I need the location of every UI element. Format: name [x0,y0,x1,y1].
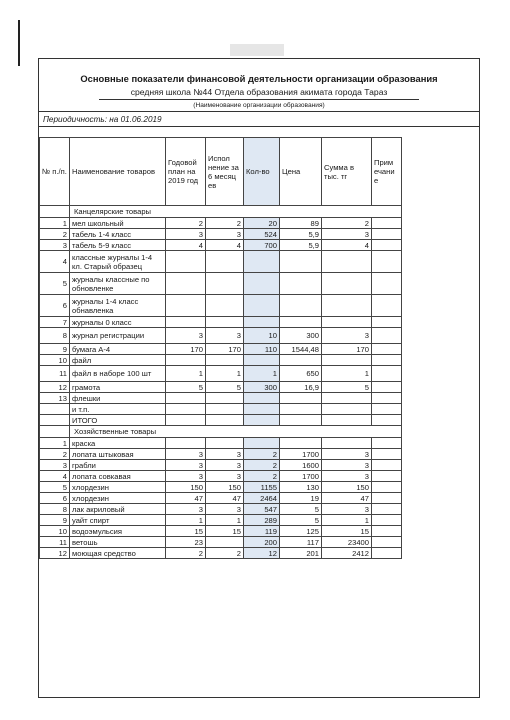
scan-artifact-mark [18,20,20,66]
cell-num: 12 [40,382,70,393]
cell-sum: 3 [322,229,372,240]
cell-price [280,355,322,366]
cell-name: лак акриловый [70,504,166,515]
cell-note [372,460,402,471]
cell-num [40,404,70,415]
cell-exec: 2 [206,218,244,229]
cell-sum: 3 [322,328,372,344]
cell-num: 9 [40,515,70,526]
table-row [40,526,480,537]
cell-sum: 15 [322,526,372,537]
cell-plan: 3 [166,471,206,482]
table-row [40,295,480,317]
cell-plan [166,404,206,415]
cell-sum: 3 [322,460,372,471]
cell-exec: 150 [206,482,244,493]
divider [99,99,419,100]
cell-plan: 3 [166,229,206,240]
cell-exec [206,317,244,328]
cell-num: 8 [40,504,70,515]
cell-num: 11 [40,537,70,548]
cell-num: 12 [40,548,70,559]
cell-sum [322,415,372,426]
cell-sum [322,404,372,415]
table-margin [402,537,480,548]
table-margin [402,482,480,493]
cell-exec: 3 [206,471,244,482]
cell-plan: 3 [166,328,206,344]
cell-qty [244,295,280,317]
cell-plan [166,355,206,366]
cell-exec [206,295,244,317]
cell-plan: 5 [166,382,206,393]
cell-note [372,366,402,382]
table-margin [402,218,480,229]
col-header-sum: Сумма в тыс. тг [322,138,372,206]
cell-name: краска [70,438,166,449]
cell-price: 125 [280,526,322,537]
cell-exec: 170 [206,344,244,355]
cell-plan [166,438,206,449]
cell-exec: 3 [206,460,244,471]
cell-exec [206,273,244,295]
cell-num: 5 [40,482,70,493]
financial-table [39,137,480,559]
cell-note [372,493,402,504]
table-margin [402,460,480,471]
cell-plan [166,273,206,295]
cell-note [372,415,402,426]
cell-qty [244,355,280,366]
cell-qty: 2 [244,471,280,482]
cell-sum [322,393,372,404]
cell-name: журналы 1-4 класс обнавленка [70,295,166,317]
organization-caption: (Наименование организации образования) [193,102,325,109]
cell-num: 1 [40,438,70,449]
cell-sum: 2412 [322,548,372,559]
cell-name: ИТОГО [70,415,166,426]
cell-exec [206,537,244,548]
table-row [40,328,480,344]
cell-note [372,273,402,295]
cell-sum: 23400 [322,537,372,548]
table-margin [402,393,480,404]
table-row [40,273,480,295]
cell-name: хлордезин [70,493,166,504]
cell-qty: 547 [244,504,280,515]
cell-sum: 1 [322,366,372,382]
cell-exec: 2 [206,548,244,559]
table-margin [402,317,480,328]
cell-exec: 3 [206,229,244,240]
cell-note [372,393,402,404]
cell-name: грамота [70,382,166,393]
cell-price [280,251,322,273]
organization-name: средняя школа №44 Отдела образования акимата города Тараз [130,87,388,97]
cell-note [372,355,402,366]
cell-name: файл [70,355,166,366]
scan-artifact-smudge [230,44,284,56]
table-row [40,393,480,404]
cell-plan: 2 [166,548,206,559]
cell-exec: 47 [206,493,244,504]
cell-qty [244,438,280,449]
cell-qty [244,415,280,426]
cell-price: 19 [280,493,322,504]
table-margin [402,526,480,537]
cell-qty [244,317,280,328]
table-row [40,404,480,415]
table-row [40,344,480,355]
cell-name: мел школьный [70,218,166,229]
table-margin [402,504,480,515]
cell-sum [322,295,372,317]
cell-name: ветошь [70,537,166,548]
cell-price: 650 [280,366,322,382]
cell-exec: 1 [206,515,244,526]
table-row [40,515,480,526]
cell-num: 3 [40,240,70,251]
table-margin [402,426,480,438]
cell-sum: 170 [322,344,372,355]
table-row [40,366,480,382]
col-header-num: № п./п. [40,138,70,206]
cell-qty: 110 [244,344,280,355]
cell-note [372,504,402,515]
table-header-row [40,138,480,206]
cell-plan [166,415,206,426]
col-header-qty: Кол-во [244,138,280,206]
cell-price [280,295,322,317]
table-margin [402,515,480,526]
cell-num: 10 [40,526,70,537]
cell-plan: 15 [166,526,206,537]
cell-sum: 2 [322,218,372,229]
table-margin [402,438,480,449]
cell-price: 5,9 [280,240,322,251]
cell-note [372,328,402,344]
table-row [40,449,480,460]
table-row [40,251,480,273]
cell-name: лопата совкавая [70,471,166,482]
table-row [40,438,480,449]
cell-num: 9 [40,344,70,355]
cell-exec [206,355,244,366]
cell-num: 3 [40,460,70,471]
cell-price: 300 [280,328,322,344]
cell-price [280,317,322,328]
cell-note [372,404,402,415]
cell-num: 8 [40,328,70,344]
cell-num: 10 [40,355,70,366]
table-row [40,460,480,471]
cell-note [372,482,402,493]
table-margin [402,251,480,273]
cell-qty: 300 [244,382,280,393]
cell-exec [206,438,244,449]
cell-plan: 1 [166,515,206,526]
cell-num [40,415,70,426]
cell-exec: 15 [206,526,244,537]
document-sheet [38,58,480,698]
document-title: Основные показатели финансовой деятельности организации образования [80,73,438,84]
table-margin [402,366,480,382]
cell-plan: 23 [166,537,206,548]
table-row [40,218,480,229]
cell-plan: 3 [166,460,206,471]
cell-qty: 2 [244,460,280,471]
cell-qty: 289 [244,515,280,526]
cell-sum [322,273,372,295]
cell-name: файл в наборе 100 шт [70,366,166,382]
cell-note [372,344,402,355]
cell-price: 201 [280,548,322,559]
cell-qty [244,251,280,273]
cell-plan [166,393,206,404]
period-label: Периодичность: на 01.06.2019 [43,115,162,124]
cell-price: 5 [280,504,322,515]
table-row [40,240,480,251]
cell-price: 1700 [280,471,322,482]
cell-price [280,393,322,404]
cell-name: классные журналы 1-4 кл. Старый образец [70,251,166,273]
cell-name: флешки [70,393,166,404]
cell-qty [244,404,280,415]
cell-num: 4 [40,471,70,482]
cell-price: 130 [280,482,322,493]
cell-price: 5 [280,515,322,526]
section-cell-empty [40,206,70,218]
cell-price: 1544,48 [280,344,322,355]
cell-exec [206,393,244,404]
cell-sum: 47 [322,493,372,504]
table-row [40,382,480,393]
cell-plan: 3 [166,449,206,460]
cell-num: 2 [40,229,70,240]
cell-note [372,548,402,559]
cell-exec: 3 [206,504,244,515]
cell-qty: 200 [244,537,280,548]
table-margin [402,548,480,559]
cell-sum [322,317,372,328]
cell-num: 5 [40,273,70,295]
table-row [40,229,480,240]
cell-name: лопата штыковая [70,449,166,460]
table-row [40,471,480,482]
col-header-exec: Испол нение за 6 месяц ев [206,138,244,206]
cell-name: водоэмульсия [70,526,166,537]
cell-exec: 3 [206,449,244,460]
table-row [40,482,480,493]
cell-name: табель 1-4 класс [70,229,166,240]
cell-exec [206,415,244,426]
cell-sum: 3 [322,449,372,460]
cell-note [372,515,402,526]
table-margin [402,273,480,295]
table-margin [402,344,480,355]
cell-plan [166,295,206,317]
cell-name: табель 5-9 класс [70,240,166,251]
cell-name: грабли [70,460,166,471]
col-header-price: Цена [280,138,322,206]
cell-num: 7 [40,317,70,328]
cell-num: 6 [40,295,70,317]
cell-note [372,317,402,328]
cell-note [372,449,402,460]
section-title: Хозяйственные товары [70,426,402,438]
cell-sum: 5 [322,382,372,393]
cell-note [372,471,402,482]
cell-name: моющая средство [70,548,166,559]
cell-plan: 150 [166,482,206,493]
col-header-plan: Годовой план на 2019 год [166,138,206,206]
cell-note [372,218,402,229]
cell-exec: 1 [206,366,244,382]
table-margin [402,471,480,482]
cell-note [372,438,402,449]
cell-note [372,251,402,273]
cell-num: 1 [40,218,70,229]
cell-num: 11 [40,366,70,382]
cell-note [372,229,402,240]
table-section-row [40,206,480,218]
table-margin [402,415,480,426]
divider [39,111,479,112]
table-margin [402,355,480,366]
cell-exec: 5 [206,382,244,393]
table-section-row [40,426,480,438]
table-margin [402,382,480,393]
cell-qty: 700 [244,240,280,251]
cell-exec: 3 [206,328,244,344]
table-margin [402,404,480,415]
cell-qty: 12 [244,548,280,559]
cell-price: 1600 [280,460,322,471]
cell-plan: 4 [166,240,206,251]
cell-price: 5,9 [280,229,322,240]
table-row [40,317,480,328]
cell-note [372,295,402,317]
table-margin [402,493,480,504]
cell-num: 4 [40,251,70,273]
cell-plan [166,317,206,328]
cell-name: уайт спирт [70,515,166,526]
cell-plan: 47 [166,493,206,504]
cell-num: 13 [40,393,70,404]
table-row [40,548,480,559]
cell-note [372,382,402,393]
cell-note [372,526,402,537]
table-margin [402,328,480,344]
table-body [40,206,480,559]
cell-name: журналы классные по обновленке [70,273,166,295]
cell-sum: 3 [322,471,372,482]
cell-price [280,404,322,415]
table-margin [402,295,480,317]
cell-plan [166,251,206,273]
table-margin [402,240,480,251]
cell-name: журнал регистрации [70,328,166,344]
cell-sum: 3 [322,504,372,515]
cell-price: 89 [280,218,322,229]
cell-name: хлордезин [70,482,166,493]
cell-sum: 4 [322,240,372,251]
cell-price [280,438,322,449]
cell-sum [322,438,372,449]
col-header-name: Наименование товаров [70,138,166,206]
cell-plan: 170 [166,344,206,355]
cell-sum [322,251,372,273]
cell-plan: 3 [166,504,206,515]
table-margin [402,229,480,240]
table-row [40,493,480,504]
table-row [40,537,480,548]
table-row [40,355,480,366]
cell-qty: 20 [244,218,280,229]
cell-price [280,415,322,426]
cell-qty [244,273,280,295]
cell-price: 16,9 [280,382,322,393]
cell-price [280,273,322,295]
cell-plan: 2 [166,218,206,229]
table-margin [402,206,480,218]
table-margin [402,449,480,460]
table-row [40,415,480,426]
section-title: Канцелярские товары [70,206,402,218]
cell-exec [206,251,244,273]
cell-qty: 2464 [244,493,280,504]
cell-note [372,240,402,251]
cell-price: 117 [280,537,322,548]
cell-name: бумага А-4 [70,344,166,355]
cell-qty: 119 [244,526,280,537]
cell-exec: 4 [206,240,244,251]
cell-qty: 1 [244,366,280,382]
cell-name: и т.п. [70,404,166,415]
cell-qty: 524 [244,229,280,240]
cell-num: 6 [40,493,70,504]
cell-qty: 2 [244,449,280,460]
cell-exec [206,404,244,415]
section-cell-empty [40,426,70,438]
cell-plan: 1 [166,366,206,382]
cell-num: 2 [40,449,70,460]
cell-sum: 1 [322,515,372,526]
cell-qty: 1155 [244,482,280,493]
divider [39,126,479,127]
cell-note [372,537,402,548]
cell-qty: 10 [244,328,280,344]
table-row [40,504,480,515]
cell-price: 1700 [280,449,322,460]
cell-qty [244,393,280,404]
cell-name: журналы 0 класс [70,317,166,328]
cell-sum: 150 [322,482,372,493]
table-margin [402,138,480,206]
col-header-note: Прим ечани е [372,138,402,206]
cell-sum [322,355,372,366]
